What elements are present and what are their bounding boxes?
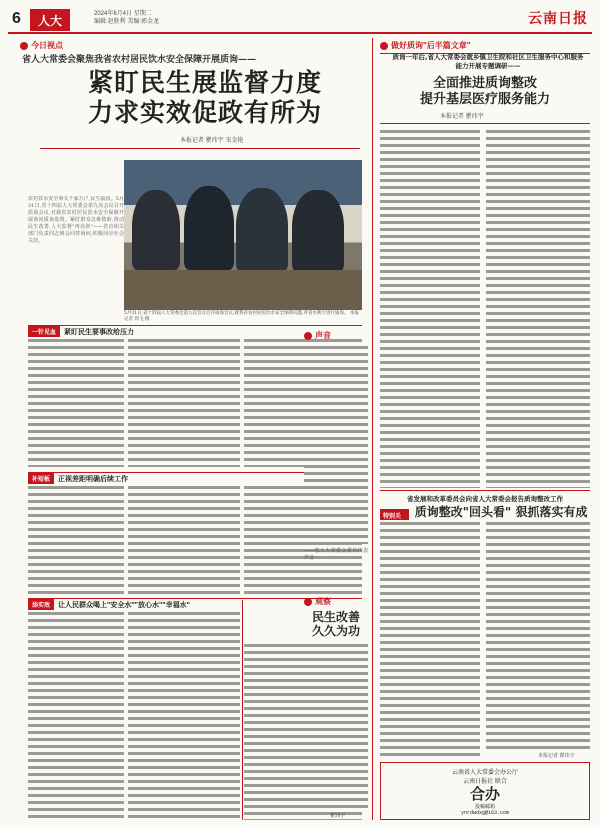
article-byline: 本报记者 瞿玮宇 宋金艳	[180, 138, 244, 144]
photo-person	[236, 188, 288, 272]
footer-box	[380, 762, 590, 820]
section-title-2: 正视差距明确后续工作	[58, 475, 129, 483]
page-number: 6	[12, 10, 21, 27]
photo-person	[132, 190, 180, 270]
column-divider	[242, 600, 243, 820]
view-title	[304, 610, 368, 638]
kicker-label: 今日视点	[31, 41, 63, 50]
right-rule	[380, 123, 590, 124]
footer-org-2: 云南日报社 联合	[463, 779, 507, 785]
right-divider	[372, 38, 373, 820]
right-sec-headline: 质询整改"回头看" 狠抓落实有成	[414, 505, 588, 519]
body-column-2a	[28, 484, 124, 594]
right-sec-byline: 本报记者 瞿玮宇	[538, 753, 575, 759]
voice-icon	[304, 332, 312, 340]
body-column-3a	[28, 610, 124, 820]
title-rule	[40, 148, 360, 149]
brand-logo: 云南日报	[528, 11, 588, 27]
section-label: 人大	[30, 9, 70, 31]
voice-tag: 声音	[304, 330, 331, 341]
right-body-b	[486, 128, 590, 488]
photo-caption: 5月31日,省十四届人大常委会第九次会议召开质询会议,就我省农村居民饮水安全保障问题,对省水利厅进行质询。 本报记者 周飞 摄	[124, 311, 359, 322]
kicker-today	[20, 40, 63, 51]
issue-meta	[94, 10, 159, 26]
meeting-photo	[124, 160, 362, 310]
right-title	[380, 76, 590, 108]
right-tag: 做好质询"后半篇文章"	[380, 40, 590, 54]
footer-org-1: 云南省人大常委会办公厅	[451, 770, 518, 776]
body-column-1a	[28, 337, 124, 467]
right-body-a	[380, 128, 480, 488]
title-line-2: 力求实效促政有所为	[87, 98, 322, 127]
right-sec-kicker: 省发展和改革委员会向省人大常委会报告质询整改工作	[380, 490, 590, 503]
section-title-3: 让人民群众喝上"安全水""放心水""幸福水"	[58, 601, 190, 609]
view-icon	[304, 598, 312, 606]
view-author: 瞿玮宇	[330, 813, 346, 819]
view-tag: 观察	[304, 596, 331, 607]
voice-text	[304, 344, 368, 574]
article-title	[40, 68, 370, 128]
article-intro: 农村饮水安全事关千家万户,民生福祉。5月31日,省十四届人大常委会第九次会议召开质询会议,对我省农村居民饮水安全保障开展询问质询监督。紧盯群众急难愁盼,推动民生改善,人大监督"再亮剑"——省直相关部门负责同志到会回答询问,积极回应社会关切。	[28, 196, 124, 244]
view-title-line-1: 民生改善	[311, 610, 360, 624]
title-line-1: 紧盯民生展监督力度	[87, 68, 322, 97]
section-tag-2: 补短板	[28, 473, 54, 484]
kicker-dot-icon	[20, 42, 28, 50]
right-title-line-2: 提升基层医疗服务能力	[419, 92, 550, 107]
view-body-2	[304, 642, 368, 812]
photo-person	[184, 186, 234, 270]
body-column-3b	[128, 610, 240, 820]
section-tag-3: 添实效	[28, 599, 54, 610]
photo-credit: 本报记者 周飞 摄	[124, 311, 359, 322]
photo-person	[292, 190, 344, 272]
voice-attribution: ——省人大常委会委员代表声音	[304, 548, 368, 561]
article-subhead: 省人大常委会聚焦我省农村居民饮水安全保障开展质询——	[22, 55, 257, 65]
view-title-line-2: 久久为功	[311, 624, 360, 638]
right-tag-icon	[380, 42, 388, 50]
editor-line: 编辑:赵胜利 美编:郭金龙	[94, 19, 160, 25]
photo-desk	[124, 270, 362, 310]
footer-email-label: 投稿邮箱	[474, 804, 495, 810]
masthead	[8, 6, 592, 34]
right-body-d	[486, 520, 590, 750]
body-column-2b	[128, 484, 240, 594]
right-title-line-1: 全面推进质询整改	[432, 76, 537, 91]
right-sec-tag: 特别关	[380, 509, 409, 531]
section-tag-1: 一针见血	[28, 326, 60, 337]
footer-joint: 合办	[469, 785, 500, 803]
right-body-c	[380, 520, 480, 760]
right-byline: 本报记者 瞿玮宇	[440, 114, 484, 120]
right-kicker: 质询一年后,省人大常委会就乡镇卫生院和社区卫生服务中心和服务能力开展专题调研——	[392, 53, 584, 70]
issue-date: 2024年6月4日 星期二	[94, 11, 152, 17]
section-title-1: 紧盯民生要事改给压力	[64, 328, 135, 336]
footer-email-address[interactable]: ynrdwdxg@163.com	[460, 810, 509, 816]
body-column-1b	[128, 337, 240, 467]
